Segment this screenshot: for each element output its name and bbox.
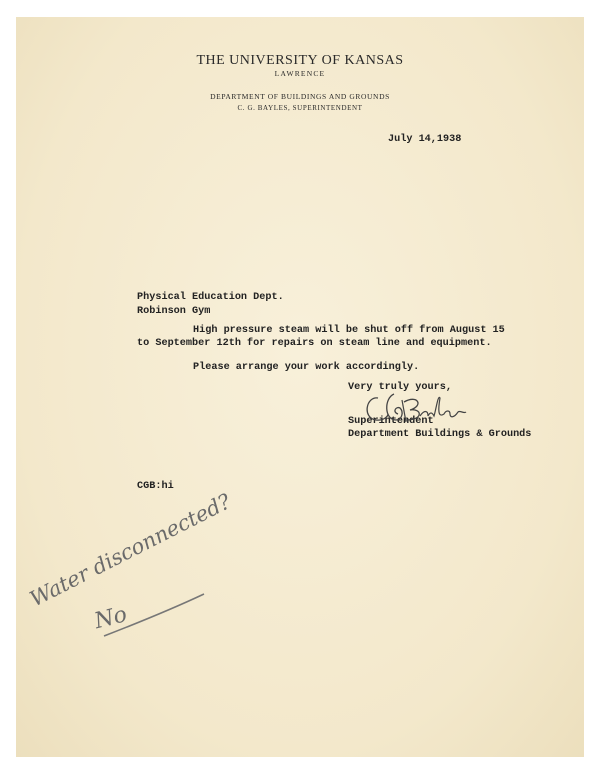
letterhead-superintendent: C. G. BAYLES, SUPERINTENDENT — [237, 104, 363, 112]
handwritten-underline — [100, 588, 210, 643]
body-line-2: to September 12th for repairs on steam line and equipment. — [137, 338, 492, 349]
recipient-line-2: Robinson Gym — [137, 306, 211, 317]
letter-date: July 14,1938 — [388, 134, 462, 145]
body-line-1: High pressure steam will be shut off from August 15 — [193, 325, 505, 336]
typist-initials: CGB:hi — [137, 481, 174, 492]
letterhead-city: LAWRENCE — [274, 69, 326, 78]
handwritten-answer: No — [92, 602, 130, 635]
body-line-3: Please arrange your work accordingly. — [193, 362, 420, 373]
handwritten-question: Water disconnected? — [26, 489, 235, 612]
recipient-line-1: Physical Education Dept. — [137, 292, 284, 303]
signature-image — [358, 388, 473, 428]
letterhead-department: DEPARTMENT OF BUILDINGS AND GROUNDS — [210, 92, 390, 101]
letterhead-university: THE UNIVERSITY OF KANSAS — [196, 53, 404, 68]
closing-department: Department Buildings & Grounds — [348, 429, 532, 440]
letter-paper — [16, 17, 584, 757]
closing-salutation: Very truly yours, — [348, 382, 452, 393]
closing-title: Superintendent — [348, 416, 434, 427]
